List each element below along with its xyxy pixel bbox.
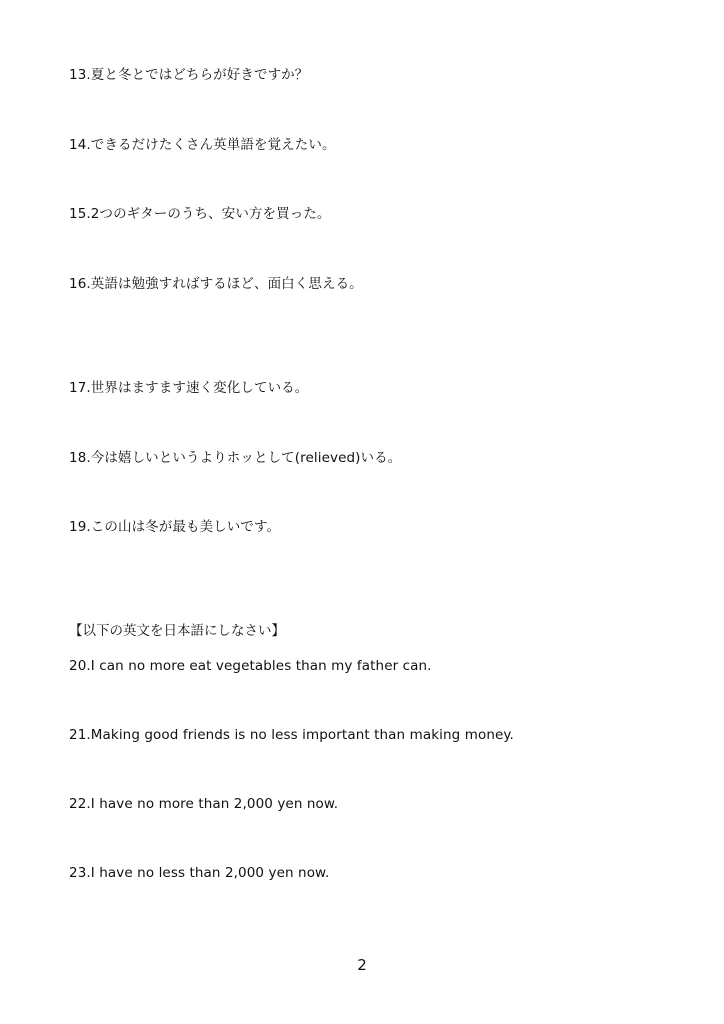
question-21 — [69, 726, 514, 744]
question-number: 20. — [69, 658, 91, 674]
question-text: 今は嬉しいというよりホッとして(relieved)いる。 — [90, 450, 402, 466]
question-text: この山は冬が最も美しいです。 — [90, 519, 281, 535]
question-text: 英語は勉強すればするほど、面白く思える。 — [90, 276, 363, 292]
question-text: I have no less than 2,000 yen now. — [90, 865, 330, 881]
question-13 — [69, 66, 308, 84]
question-number: 23. — [69, 865, 91, 881]
question-text: I can no more eat vegetables than my father can. — [90, 658, 432, 674]
question-22 — [69, 795, 338, 813]
question-text: 2つのギターのうち、安い方を買った。 — [90, 206, 331, 222]
question-17 — [69, 379, 308, 397]
question-23 — [69, 864, 329, 882]
question-15 — [69, 205, 331, 223]
question-text: できるだけたくさん英単語を覚えたい。 — [90, 137, 336, 153]
page-number: 2 — [357, 956, 367, 974]
question-number: 21. — [69, 727, 91, 743]
question-number: 19. — [69, 519, 91, 535]
question-number: 16. — [69, 276, 91, 292]
question-14 — [69, 136, 336, 154]
question-20 — [69, 657, 432, 675]
question-number: 14. — [69, 137, 91, 153]
question-number: 17. — [69, 380, 91, 396]
question-number: 18. — [69, 450, 91, 466]
question-number: 13. — [69, 67, 91, 83]
question-18 — [69, 449, 401, 467]
question-text: I have no more than 2,000 yen now. — [90, 796, 339, 812]
question-text: 世界はますます速く変化している。 — [90, 380, 309, 396]
section-heading: 【以下の英文を日本語にしなさい】 — [69, 623, 285, 639]
question-19 — [69, 518, 280, 536]
question-16 — [69, 275, 363, 293]
question-text: Making good friends is no less important than making money. — [90, 727, 514, 743]
question-number: 15. — [69, 206, 91, 222]
question-number: 22. — [69, 796, 91, 812]
question-text: 夏と冬とではどちらが好きですか？ — [90, 67, 309, 83]
